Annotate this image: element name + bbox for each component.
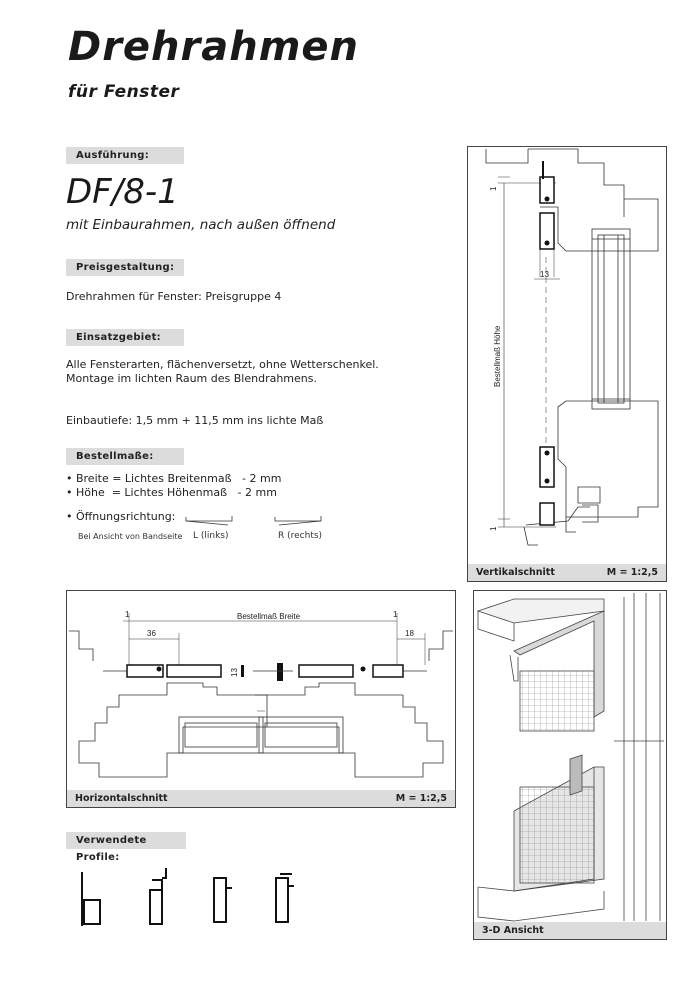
horiz-dim-right: 1 [393,610,398,619]
section-profile-label: Verwendete Profile: [66,832,186,849]
vert-dim-13: 13 [540,270,549,279]
ansicht3d-panel [473,590,667,940]
ansicht3d-footer [474,922,666,939]
vertikalschnitt-panel [467,146,667,582]
section-einsatz-label: Einsatzgebiet: [66,329,184,346]
section-bestellmasse-label: Bestellmaße: [66,448,184,465]
vert-dim-top: 1 [489,186,498,191]
model-code: DF/8-1 [66,172,179,212]
opening-left-icon [186,516,232,525]
opening-right-label: R (rechts) [278,531,323,541]
profile-3-icon [214,878,232,922]
bestellmass-hoehe: • Höhe = Lichtes Höhenmaß - 2 mm [66,486,277,499]
profile-1-icon [82,872,100,926]
profile-2-icon [150,868,166,924]
section-preis-label: Preisgestaltung: [66,259,184,276]
opening-right-icon [275,516,321,525]
einsatz-line-1: Alle Fensterarten, flächenversetzt, ohne Wetterschenkel. [66,358,379,371]
preis-text: Drehrahmen für Fenster: Preisgruppe 4 [66,290,282,303]
horizontalschnitt-drawing [67,591,455,791]
ansicht-bandseite-text: Bei Ansicht von Bandseite [78,532,183,541]
vertikalschnitt-footer [468,564,666,581]
horiz-dim-18: 18 [405,629,414,638]
vertikalschnitt-caption: Vertikalschnitt [476,567,555,578]
horiz-dim-36: 36 [147,629,156,638]
bestellmass-hoehe-label: Bestellmaß Höhe [493,325,502,387]
horiz-dim-left: 1 [125,610,130,619]
opening-left-label: L (links) [193,531,229,541]
horizontalschnitt-scale: M = 1:2,5 [395,793,447,804]
horizontalschnitt-panel [66,590,456,808]
profile-4-icon [276,874,294,922]
ansicht3d-drawing [474,591,666,923]
vertikalschnitt-scale: M = 1:2,5 [606,567,658,578]
section-ausfuehrung-label: Ausführung: [66,147,184,164]
page-title: Drehrahmen [68,24,360,70]
horizontalschnitt-footer [67,790,455,807]
model-description: mit Einbaurahmen, nach außen öffnend [66,217,336,233]
vert-dim-bottom: 1 [489,526,498,531]
ansicht3d-caption: 3-D Ansicht [482,925,544,936]
horizontalschnitt-caption: Horizontalschnitt [75,793,168,804]
einbautiefe-text: Einbautiefe: 1,5 mm + 11,5 mm ins lichte Maß [66,414,324,427]
einsatz-line-2: Montage im lichten Raum des Blendrahmens. [66,372,317,385]
vertikalschnitt-drawing [468,147,666,565]
bestellmass-breite: • Breite = Lichtes Breitenmaß - 2 mm [66,472,282,485]
oeffnungsrichtung-label: • Öffnungsrichtung: [66,510,176,523]
bestellmass-breite-label: Bestellmaß Breite [237,612,301,621]
page-subtitle: für Fenster [68,82,180,102]
horiz-dim-13: 13 [230,668,239,677]
